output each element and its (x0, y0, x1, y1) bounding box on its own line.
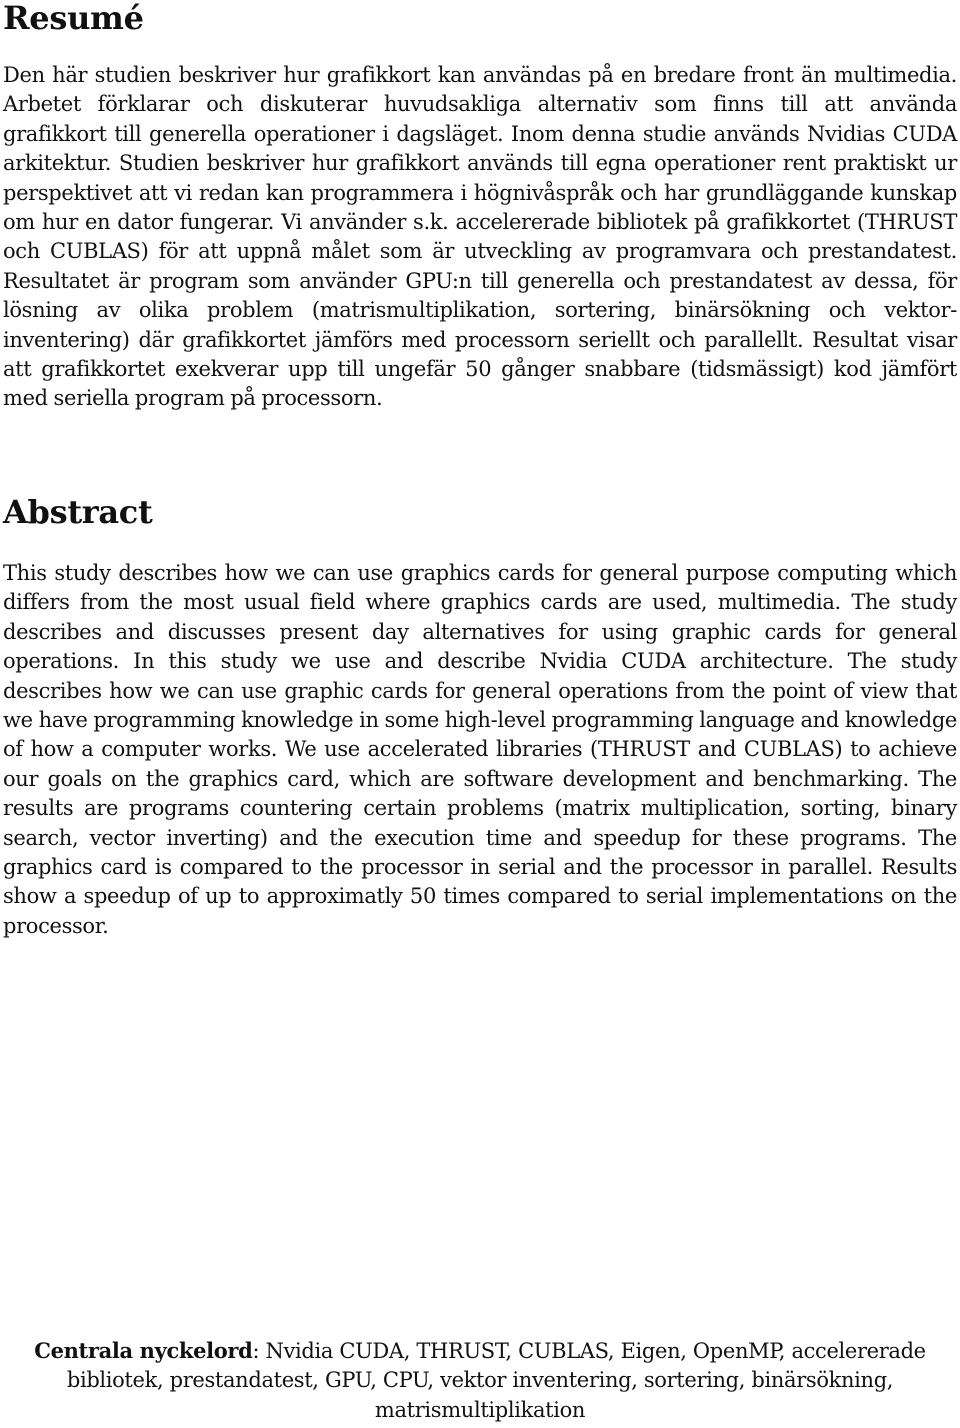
resume-paragraph: Den här studien beskriver hur grafikkort kan användas på en bredare front än multimedia. Arbetet förklarar och diskuterar huvudsakliga alternativ som finns till att använda grafikkort till generella operationer i dagsläget. Inom denna studie används Nvidias CUDA arkitektur. Studien beskriver hur grafikkort används till egna operationer rent praktiskt ur perspektivet att vi redan kan programmera i högnivåspråk och har grundläggande kunskap om hur en dator fungerar. Vi använder s.k. accelererade bibliotek på grafikkortet (THRUST och CUBLAS) för att uppnå målet som är utveckling av programvara och prestandatest. Resultatet är program som använder GPU:n till generella och prestandatest av dessa, för lösning av olika problem (matrismultiplikation, sortering, binärsökning och vektor-inventering) där grafikkortet jämförs med processorn seriellt och parallellt. Resultat visar att grafikkortet exekverar upp till ungefär 50 gånger snabbare (tidsmässigt) kod jämfört med seriella program på processorn. (3, 63, 957, 411)
abstract-heading: Abstract (3, 493, 153, 531)
resume-heading: Resumé (3, 0, 144, 37)
abstract-paragraph: This study describes how we can use graphics cards for general purpose computing which differs from the most usual field where graphics cards are used, multimedia. The study describes and discusses present day alternatives for using graphic cards for general operations. In this study we use and describe Nvidia CUDA architecture. The study describes how we can use graphic cards for general operations from the point of view that we have programming knowledge in some high-level programming language and knowledge of how a computer works. We use accelerated libraries (THRUST and CUBLAS) to achieve our goals on the graphics card, which are software development and benchmarking. The results are programs countering certain problems (matrix multiplication, sorting, binary search, vector inverting) and the execution time and speedup for these programs. The graphics card is compared to the processor in serial and the processor in parallel. Results show a speedup of up to approximatly 50 times compared to serial implementations on the processor. (3, 561, 957, 938)
keywords-block (3, 1336, 957, 1425)
keywords-separator: : (252, 1339, 266, 1363)
keywords-label: Centrala nyckelord (34, 1338, 253, 1363)
keywords-list: Nvidia CUDA, THRUST, CUBLAS, Eigen, OpenMP, accelererade bibliotek, prestandatest, GPU, CPU, vektor inventering, sortering, binärsökning, matrismultiplikation (66, 1339, 926, 1422)
